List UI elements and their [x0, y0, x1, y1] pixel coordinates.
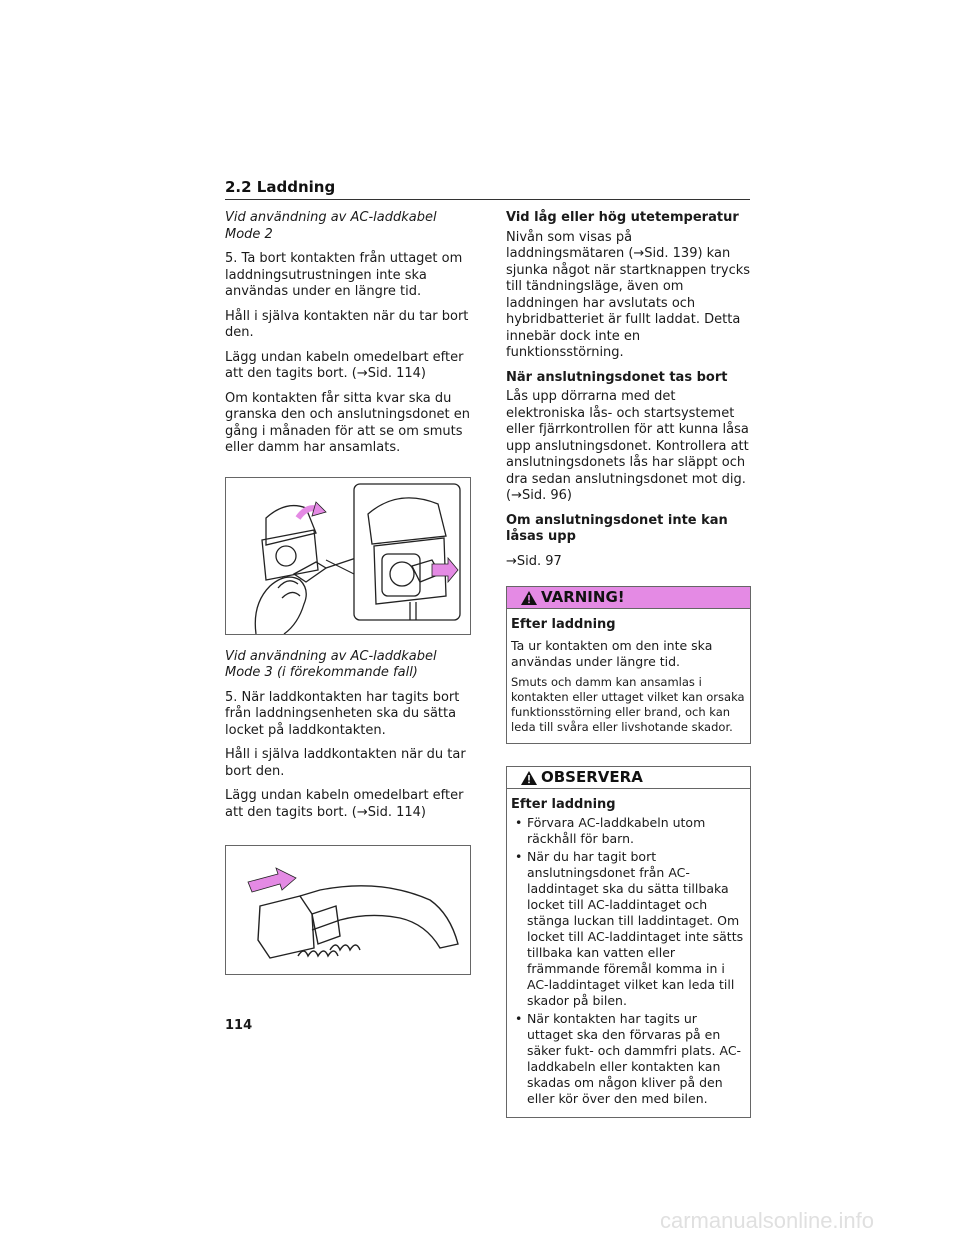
temp-heading: Vid låg eller hög utetemperatur: [506, 210, 739, 225]
removal-heading: När anslutningsdonet tas bort: [506, 369, 728, 385]
temp-text: Nivån som visas på laddningsmätaren (→Sid. 139) kan sjunka något när startknappen trycks till tändningsläge, även om laddningen har avslutats och hybridbatteriet är fullt laddat. Detta innebär dock inte en funktionsstörning.: [506, 229, 751, 360]
unlock-text: →Sid. 97: [506, 553, 562, 569]
notice-header: [507, 767, 750, 789]
unlock-heading: Om anslutningsdonet inte kan låsas upp: [506, 512, 728, 544]
warning-subheading: Efter laddning: [511, 617, 616, 632]
mode3-hold-text: Håll i själva laddkontakten när du tar bort den.: [225, 747, 466, 779]
warning-triangle-icon: [521, 591, 537, 605]
right-column: [506, 210, 752, 1118]
warning-title: VARNING!: [541, 588, 625, 607]
left-column: [225, 210, 471, 975]
section-divider: [225, 199, 750, 200]
mode3-heading: Vid användning av AC-laddkabel Mode 3 (i förekommande fall): [225, 648, 437, 680]
removal-text: Lås upp dörrarna med det elektroniska lås- och startsystemet eller fjärrkontrollen för att kunna låsa upp anslutningsdonet. Kontrollera att anslutningsdonets lås har släppt och dra sedan anslutningsdonet mot dig. (→Sid. 96): [506, 389, 749, 503]
warning-body: [507, 609, 750, 743]
mode2-hold-text: Håll i själva kontakten när du tar bort den.: [225, 308, 469, 340]
mode2-heading: Vid användning av AC-laddkabel Mode 2: [225, 210, 437, 242]
mode2-inspect-text: Om kontakten får sitta kvar ska du granska den och anslutningsdonet en gång i månaden för att se om smuts eller damm har ansamlats.: [225, 390, 471, 455]
figure-unplug-outlet: [225, 477, 471, 635]
watermark: carmanualsonline.info: [660, 1208, 875, 1233]
figure-connector-cap: [225, 845, 471, 975]
warning-text-2: Smuts och damm kan ansamlas i kontakten eller uttaget vilket kan orsaka funktionsstörning eller brand, och kan leda till svåra eller livshotande skador.: [511, 675, 745, 734]
notice-title: OBSERVERA: [541, 768, 643, 787]
warning-header: [507, 587, 750, 609]
warning-text-1: Ta ur kontakten om den inte ska användas under längre tid.: [511, 638, 713, 669]
notice-triangle-icon: [521, 771, 537, 785]
list-item: • När kontakten har tagits ur uttaget ska den förvaras på en säker fukt- och dammfri plats. AC-laddkabeln eller kontakten kan skadas om någon kliver på den eller kör över den med bilen.: [511, 1011, 746, 1107]
mode2-store-text: Lägg undan kabeln omedelbart efter att den tagits bort. (→Sid. 114): [225, 349, 464, 381]
notice-subheading: Efter laddning: [511, 797, 616, 812]
warning-box: [506, 586, 751, 744]
mode2-step: 5. Ta bort kontakten från uttaget om laddningsutrustningen inte ska användas under en längre tid.: [225, 251, 463, 299]
notice-body: [507, 789, 750, 1117]
notice-list: [511, 815, 746, 1107]
connector-cap-illustration: [226, 846, 470, 974]
page-number: 114: [225, 1018, 253, 1033]
list-item: • När du har tagit bort anslutningsdonet från AC-laddintaget ska du sätta tillbaka locket till AC-laddintaget och stänga luckan till laddintaget. Om locket till AC-laddintaget inte sätts tillbaka kan vatten eller främmande föremål komma in i AC-laddintaget vilket kan leda till skador på bilen.: [511, 849, 746, 1009]
mode3-store-text: Lägg undan kabeln omedelbart efter att den tagits bort. (→Sid. 114): [225, 788, 464, 820]
notice-box: [506, 766, 751, 1118]
section-header: 2.2 Laddning: [225, 178, 336, 196]
list-item: • Förvara AC-laddkabeln utom räckhåll för barn.: [511, 815, 746, 847]
unplug-illustration: [226, 478, 470, 634]
mode3-step: 5. När laddkontakten har tagits bort från laddningsenheten ska du sätta locket på laddkontakten.: [225, 689, 460, 738]
